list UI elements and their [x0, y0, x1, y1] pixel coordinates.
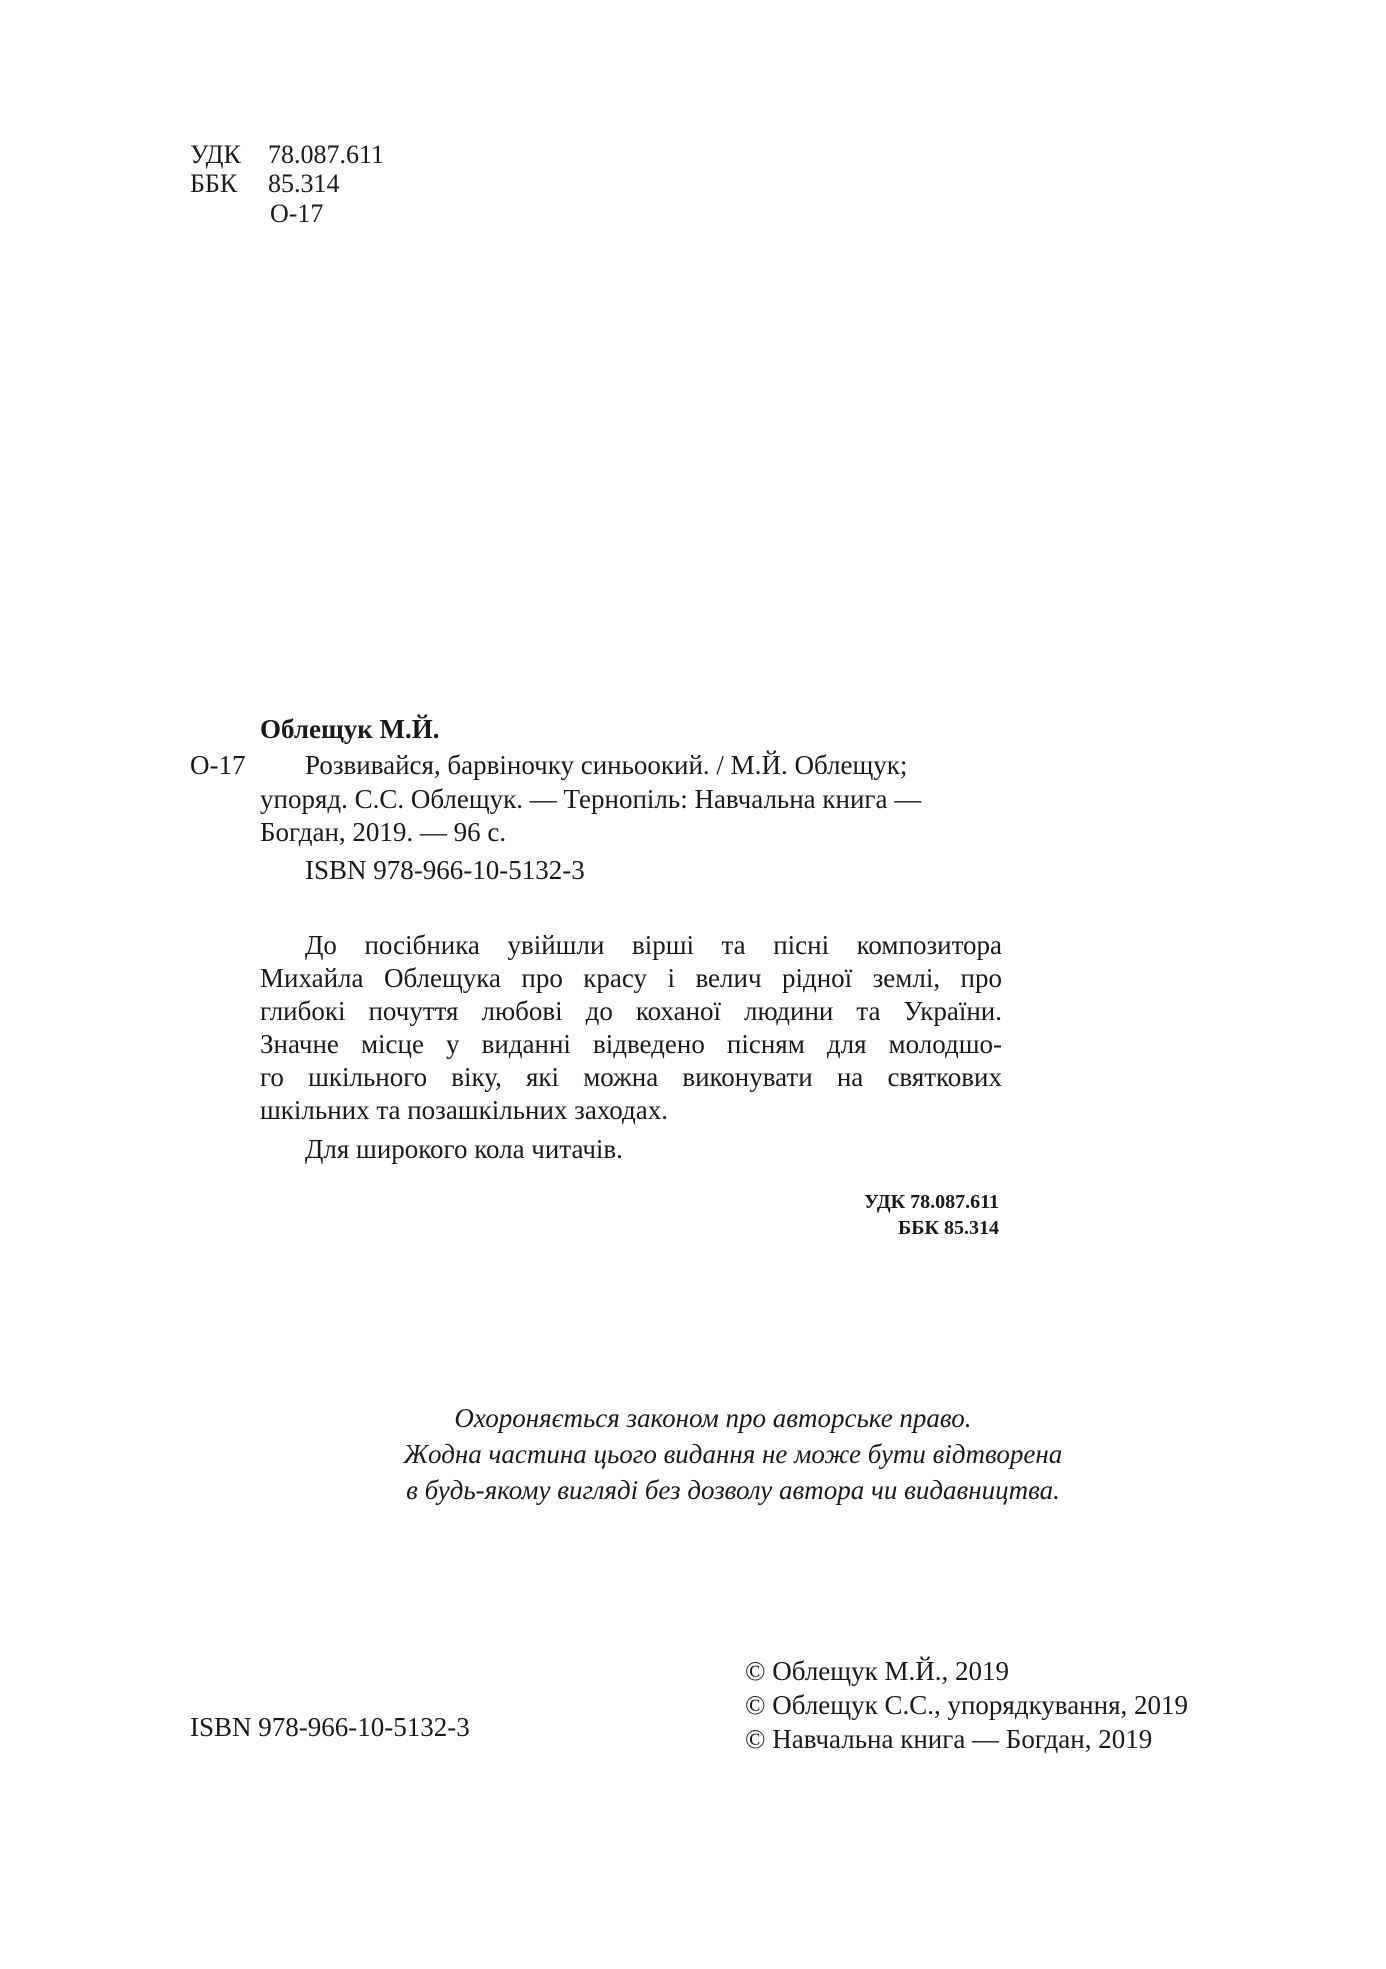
bibliographic-line: Богдан, 2019. — 96 с.	[260, 817, 507, 847]
annotation-line: глибокі почуття любові до коханої людини та України.	[260, 996, 1002, 1026]
udk-classification: УДК 78.087.611	[864, 1191, 999, 1213]
copyright-notice-line: в будь-якому вигляді без дозволу автора чи видавництва.	[406, 1475, 1060, 1505]
bbk-label: ББК	[190, 169, 238, 198]
author-sign: О-17	[190, 750, 246, 780]
bbk-value: 85.314	[268, 169, 340, 198]
udk-label: УДК	[190, 140, 241, 169]
copyright-line: © Навчальна книга — Богдан, 2019	[745, 1724, 1153, 1754]
author-sign-top: О-17	[270, 199, 324, 228]
annotation-line: Значне місце у виданні відведено пісням для молодшо-	[260, 1029, 1002, 1059]
annotation-line: До посібника увійшли вірші та пісні композитора	[305, 930, 1002, 960]
annotation-line: го шкільного віку, які можна виконувати на святкових	[260, 1062, 1002, 1092]
copyright-line: © Облещук М.Й., 2019	[745, 1656, 1009, 1686]
bbk-classification: ББК 85.314	[898, 1217, 999, 1239]
bibliographic-line: Розвивайся, барвіночку синьоокий. / М.Й. Облещук;	[305, 750, 908, 780]
copyright-line: © Облещук С.С., упорядкування, 2019	[745, 1690, 1188, 1720]
copyright-notice-line: Жодна частина цього видання не може бути відтворена	[403, 1439, 1063, 1469]
bibliographic-line: упоряд. С.С. Облещук. — Тернопіль: Навчальна книга —	[260, 784, 922, 814]
isbn-footer: ISBN 978-966-10-5132-3	[190, 1712, 470, 1742]
annotation-line: Михайла Облещука про красу і велич рідної землі, про	[260, 963, 1002, 993]
isbn-record: ISBN 978-966-10-5132-3	[305, 855, 585, 885]
audience-note: Для широкого кола читачів.	[305, 1134, 623, 1164]
copyright-notice-line: Охороняється законом про авторське право.	[454, 1403, 972, 1433]
udk-value: 78.087.611	[268, 140, 385, 169]
annotation-line: шкільних та позашкільних заходах.	[260, 1095, 668, 1125]
author-heading: Облещук М.Й.	[260, 714, 440, 744]
